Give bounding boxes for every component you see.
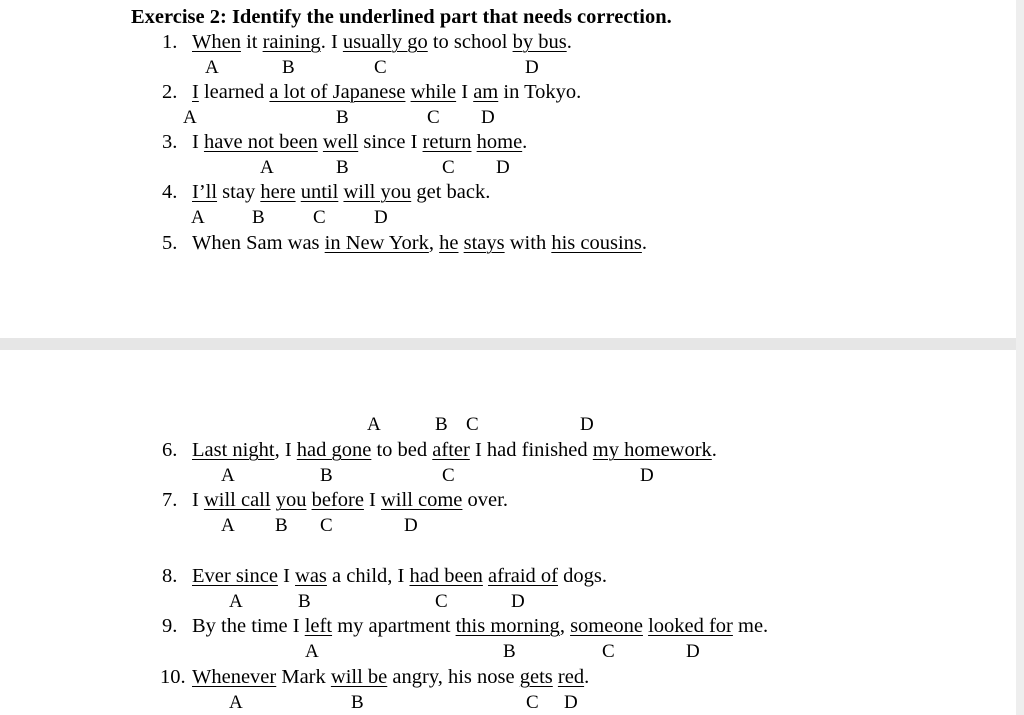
question-sentence [192, 616, 768, 637]
question-number: 5. [162, 232, 178, 254]
sentence-text: to school [427, 31, 513, 53]
sentence-text: I [192, 489, 204, 511]
option-letter-c: C [602, 641, 615, 662]
sentence-text: I had finished [469, 439, 593, 461]
option-letter-b: B [435, 414, 448, 435]
underlined-option: before [311, 489, 364, 511]
question-number: 4. [162, 181, 178, 203]
option-letter-b: B [298, 591, 311, 612]
sentence-text: By the time I [192, 615, 305, 637]
underlined-option: Whenever [192, 666, 277, 688]
option-letter-c: C [466, 414, 479, 435]
underlined-option: his cousins [551, 232, 642, 254]
underlined-option: red [557, 666, 585, 688]
option-letter-a: A [191, 207, 205, 228]
sentence-text: it [240, 31, 263, 53]
option-letter-b: B [320, 465, 333, 486]
underlined-option: I’ll [192, 181, 218, 203]
option-letter-a: A [260, 157, 274, 178]
sentence-text: . [522, 131, 528, 153]
option-letter-c: C [442, 157, 455, 178]
underlined-option: return [422, 131, 472, 153]
question-number: 7. [162, 489, 178, 511]
underlined-option: stays [463, 232, 505, 254]
option-letter-c: C [526, 692, 539, 713]
underlined-option: you [275, 489, 307, 511]
sentence-text: I [192, 131, 204, 153]
sentence-text: . [584, 666, 590, 688]
sentence-text: with [504, 232, 552, 254]
underlined-option: looked for [648, 615, 733, 637]
underlined-option: someone [570, 615, 643, 637]
option-letter-d: D [404, 515, 418, 536]
option-letter-d: D [580, 414, 594, 435]
sentence-text: I [456, 81, 474, 103]
sentence-text: get back. [411, 181, 491, 203]
option-letter-a: A [205, 57, 219, 78]
underlined-option: home [476, 131, 523, 153]
option-letter-c: C [442, 465, 455, 486]
underlined-option: will be [330, 666, 388, 688]
option-letter-d: D [374, 207, 388, 228]
sentence-text: , I [274, 439, 297, 461]
underlined-option: my homework [592, 439, 712, 461]
underlined-option: a lot of Japanese [269, 81, 406, 103]
question-sentence [192, 566, 607, 587]
option-letter-d: D [564, 692, 578, 713]
option-letter-c: C [435, 591, 448, 612]
option-letter-d: D [640, 465, 654, 486]
option-letter-b: B [336, 107, 349, 128]
option-letter-d: D [525, 57, 539, 78]
sentence-text: learned [198, 81, 270, 103]
sentence-text: over. [462, 489, 508, 511]
underlined-option: was [295, 565, 327, 587]
question-sentence [192, 182, 490, 203]
option-letter-c: C [320, 515, 333, 536]
sentence-text: I [277, 565, 296, 587]
question-sentence [192, 667, 589, 688]
underlined-option: Last night [192, 439, 275, 461]
option-letter-d: D [481, 107, 495, 128]
question-number: 8. [162, 565, 178, 587]
option-letter-a: A [229, 692, 243, 713]
sentence-text: When Sam was [192, 232, 325, 254]
underlined-option: in New York [324, 232, 429, 254]
question-sentence [192, 233, 647, 254]
option-letter-b: B [252, 207, 265, 228]
sentence-text: a child, I [326, 565, 410, 587]
option-letter-c: C [427, 107, 440, 128]
underlined-option: When [192, 31, 241, 53]
option-letter-d: D [496, 157, 510, 178]
option-letter-a: A [367, 414, 381, 435]
sentence-text: . [641, 232, 648, 254]
option-letter-b: B [336, 157, 349, 178]
option-letter-b: B [275, 515, 288, 536]
question-number: 2. [162, 81, 178, 103]
underlined-option: after [432, 439, 470, 461]
question-number: 10. [160, 666, 186, 688]
sentence-text: my apartment [332, 615, 456, 637]
option-letter-a: A [221, 465, 235, 486]
underlined-option: by bus [512, 31, 567, 53]
underlined-option: while [410, 81, 457, 103]
sentence-text: angry, his nose [387, 666, 520, 688]
sentence-text: to bed [371, 439, 433, 461]
sentence-text: dogs. [558, 565, 607, 587]
option-letter-a: A [229, 591, 243, 612]
sentence-text: I [363, 489, 381, 511]
sentence-text: since I [358, 131, 423, 153]
sentence-text: stay [217, 181, 261, 203]
underlined-option: Ever since [192, 565, 278, 587]
question-sentence [192, 132, 527, 153]
option-letter-a: A [221, 515, 235, 536]
underlined-option: well [322, 131, 359, 153]
underlined-option: afraid of [488, 565, 559, 587]
sentence-text: . [711, 439, 717, 461]
underlined-option: have not been [203, 131, 318, 153]
option-letter-d: D [511, 591, 525, 612]
question-sentence [192, 82, 581, 103]
question-number: 9. [162, 615, 178, 637]
underlined-option: I [192, 81, 199, 103]
underlined-option: had gone [296, 439, 372, 461]
underlined-option: will you [343, 181, 412, 203]
question-number: 1. [162, 31, 178, 53]
sentence-text: me. [732, 615, 769, 637]
underlined-option: gets [519, 666, 553, 688]
underlined-option: he [439, 232, 459, 254]
underlined-option: had been [409, 565, 483, 587]
sentence-text: . [566, 31, 572, 53]
page-separator [0, 338, 1024, 350]
question-sentence [192, 490, 508, 511]
underlined-option: until [300, 181, 339, 203]
option-letter-b: B [503, 641, 516, 662]
option-letter-c: C [313, 207, 326, 228]
question-number: 3. [162, 131, 178, 153]
option-letter-a: A [183, 107, 197, 128]
page-edge [1016, 0, 1024, 715]
sentence-text: in Tokyo. [498, 81, 582, 103]
question-sentence [192, 32, 572, 53]
underlined-option: usually go [342, 31, 428, 53]
option-letter-a: A [305, 641, 319, 662]
sentence-text: Mark [276, 666, 331, 688]
option-letter-d: D [686, 641, 700, 662]
option-letter-b: B [351, 692, 364, 713]
underlined-option: will come [381, 489, 463, 511]
question-sentence [192, 440, 717, 461]
sentence-text: , [428, 232, 440, 254]
exercise-title: Exercise 2: Identify the underlined part that needs correction. [131, 6, 672, 28]
question-number: 6. [162, 439, 178, 461]
underlined-option: raining [262, 31, 321, 53]
underlined-option: will call [203, 489, 271, 511]
option-letter-c: C [374, 57, 387, 78]
underlined-option: left [304, 615, 333, 637]
underlined-option: am [473, 81, 499, 103]
sentence-text: , [559, 615, 571, 637]
underlined-option: this morning [455, 615, 560, 637]
option-letter-b: B [282, 57, 295, 78]
underlined-option: here [260, 181, 296, 203]
sentence-text: . I [320, 31, 343, 53]
